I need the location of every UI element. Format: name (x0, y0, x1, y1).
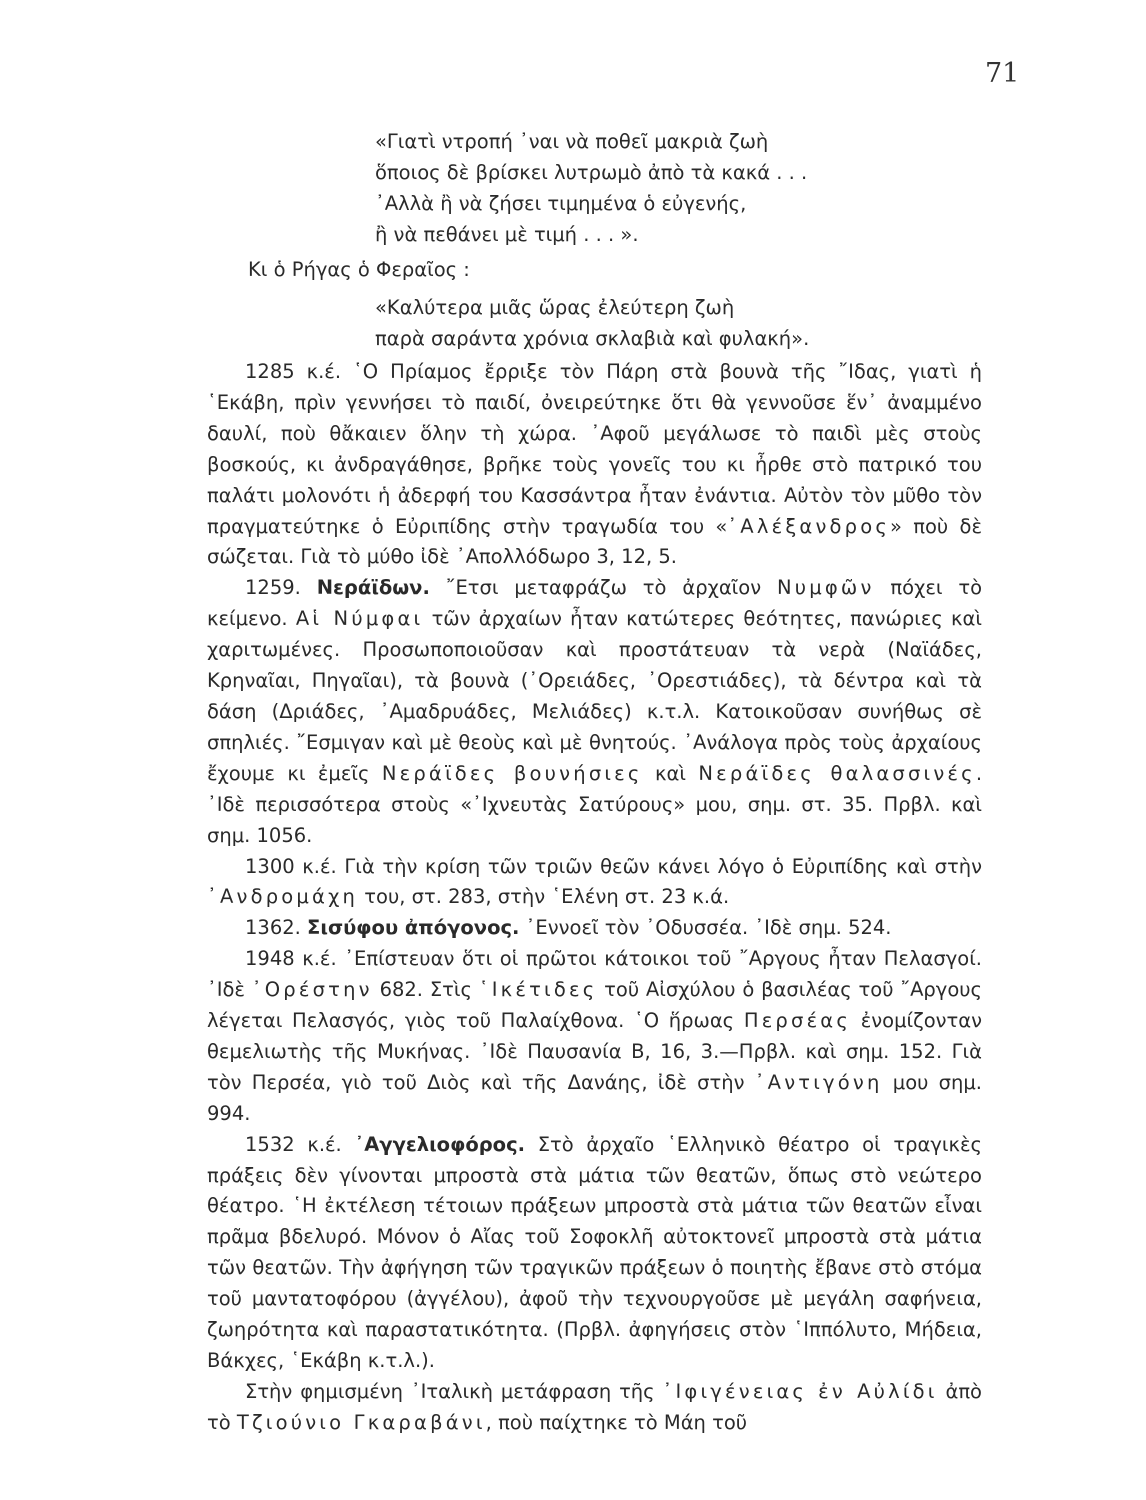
verse-line: ᾿Αλλὰ ἢ νὰ ζήσει τιμημένα ὁ εὐγενής, (375, 192, 747, 215)
spaced-term: ᾿Ανδρομάχη (207, 885, 359, 909)
note-final (207, 1377, 982, 1439)
note-number: 1362. (245, 916, 301, 940)
note-1532 (207, 1130, 982, 1377)
verse-quote-1 (375, 126, 807, 250)
verse-line: ἢ νὰ πεθάνει μὲ τιμή . . . ». (375, 223, 639, 246)
note-text: , ποὺ παίχτηκε τὸ Μάη τοῦ (485, 1410, 748, 1434)
note-1259 (207, 573, 982, 851)
note-1300 (207, 852, 982, 914)
note-title: ᾿Αλέξανδρος (727, 514, 891, 538)
note-text: . ᾿Ιδὲ περισσότερα στοὺς «᾿Ιχνευτὰς Σατύρους» μου, σημ. στ. 35. Πρβλ. καὶ σημ. 1056. (207, 761, 983, 847)
note-1362 (207, 913, 982, 944)
note-text: ἀπὸ τὸ (207, 1379, 982, 1434)
note-text: τῶν ἀρχαίων ἦταν κατώτερες θεότητες, πανώριες καὶ χαριτωμένες. Προσωποποιοῦσαν καὶ προστάτευαν τὰ νερὰ (Ναϊάδες, Κρηναῖαι, Πηγαῖαι), τὰ βουνὰ (᾿Ορειάδες, ᾿Ορεστιάδες), τὰ δέντρα καὶ τὰ δάση (Δριάδες, ᾿Αμαδρυάδες, Μελιάδες) κ.τ.λ. Κατοικοῦσαν συνήθως σὲ σπηλιές. ῎Εσμιγαν καὶ μὲ θεοὺς καὶ μὲ θνητούς. ᾿Ανάλογα πρὸς τοὺς ἀρχαίους ἔχουμε κι ἐμεῖς (207, 607, 982, 785)
note-text: » ποὺ δὲ σώζεται. Γιὰ τὸ μύθο ἰδὲ ᾿Απολλόδωρο 3, 12, 5. (207, 514, 982, 569)
notes-body (207, 357, 982, 1439)
note-heading: Σισύφου ἀπόγονος. (307, 916, 520, 940)
verse-line: «Γιατὶ ντροπή ᾿ναι νὰ ποθεῖ μακριὰ ζωὴ (375, 130, 769, 153)
note-text: 1285 κ.έ. ῾Ο Πρίαμος ἔρριξε τὸν Πάρη στὰ βουνὰ τῆς ῎Ιδας, γιατὶ ἡ ῾Εκάβη, πρὶν γεννήσει τὸ παιδί, ὀνειρεύτηκε ὅτι θὰ γεννοῦσε ἕν᾿ ἀναμμένο δαυλί, ποὺ θἄκαιεν ὅλην τὴ χώρα. ᾿Αφοῦ μεγάλωσε τὸ παιδὶ μὲς στοὺς βοσκούς, κι ἀνδραγάθησε, βρῆκε τοὺς γονεῖς του κι ἦρθε στὸ πατρικό του παλάτι μολονότι ἡ ἀδερφή του Κασσάντρα ἦταν ἐνάντια. Αὐτὸν τὸν μῦθο τὸν πραγματεύτηκε ὁ Εὐριπίδης στὴν τραγωδία του « (207, 360, 982, 538)
verse-line: ὅποιος δὲ βρίσκει λυτρωμὸ ἀπὸ τὰ κακά . . . (375, 161, 808, 184)
note-text: ᾿Εννοεῖ τὸν ᾿Οδυσσέα. ᾿Ιδὲ σημ. 524. (519, 916, 892, 940)
note-text: ἐνομίζονταν θεμελιωτὴς τῆς Μυκήνας. ᾿Ιδὲ Παυσανία Β, 16, 3.—Πρβλ. καὶ σημ. 152. Γιὰ τὸν Περσέα, γιὸ τοῦ Διὸς καὶ τῆς Δανάης, ἰδὲ στὴν (207, 1009, 982, 1094)
note-text: 682. Στὶς (372, 978, 479, 1002)
page-number: 71 (985, 58, 1020, 89)
note-heading: ᾿Αγγελιοφόρος. (354, 1132, 526, 1156)
spaced-term: ᾿Ορέστην (251, 978, 373, 1002)
note-text: τοῦ Αἰσχύλου ὁ βασιλέας τοῦ ῎Αργους λέγεται Πελασγός, γιὸς τοῦ Παλαίχθονα. ῾Ο ἥρωας (207, 978, 982, 1033)
spaced-term: Νεράϊδες βουνήσιες (381, 761, 643, 785)
verse-line: «Καλύτερα μιᾶς ὥρας ἐλεύτερη ζωὴ (375, 296, 735, 319)
note-1948 (207, 944, 982, 1129)
note-text: του, στ. 283, στὴν ῾Ελένη στ. 23 κ.ά. (358, 885, 730, 909)
note-text: καὶ (642, 761, 699, 785)
note-text: 1948 κ.έ. ᾿Επίστευαν ὅτι οἱ πρῶτοι κάτοικοι τοῦ ῎Αργους ἦταν Πελασγοί. ᾿Ιδὲ (207, 947, 982, 1002)
verse-quote-2 (375, 292, 809, 354)
intro-line: Κι ὁ Ρήγας ὁ Φεραῖος : (248, 258, 470, 281)
spaced-term: Αἱ Νύμφαι (295, 607, 424, 631)
spaced-term: Νυμφῶν (776, 576, 875, 600)
spaced-term: ᾿Αντιγόνη (754, 1070, 883, 1094)
note-text: μου σημ. 994. (207, 1070, 982, 1125)
note-heading: Νεράϊδων. (316, 576, 430, 600)
note-number: 1532 κ.έ. (245, 1132, 342, 1156)
spaced-term: Περσέας (743, 1009, 852, 1033)
spaced-term: Τζιούνιο Γκαραβάνι (236, 1410, 486, 1434)
note-text: Στὸ ἀρχαῖο ῾Ελληνικὸ θέατρο οἱ τραγικὲς πράξεις δὲν γίνονται μπροστὰ στὰ μάτια τῶν θεατῶν, ὅπως στὸ νεώτερο θέατρο. ῾Η ἐκτέλεση τέτοιων πράξεων μπροστὰ στὰ μάτια τῶν θεατῶν εἶναι πρᾶμα βδελυρό. Μόνον ὁ Αἴας τοῦ Σοφοκλῆ αὐτοκτονεῖ μπροστὰ στὰ μάτια τῶν θεατῶν. Τὴν ἀφήγηση τῶν τραγικῶν πράξεων ὁ ποιητὴς ἔβανε στὸ στόμα τοῦ μαντατοφόρου (ἀγγέλου), ἀφοῦ τὴν τεχνουργοῦσε μὲ μεγάλη σαφήνεια, ζωηρότητα καὶ παραστατικότητα. (Πρβλ. ἀφηγήσεις στὸν ῾Ιππόλυτο, Μήδεια, Βάκχες, ῾Εκάβη κ.τ.λ.). (207, 1132, 982, 1372)
note-1285 (207, 357, 982, 573)
note-number: 1259. (245, 576, 301, 600)
note-text: Στὴν φημισμένη ᾿Ιταλικὴ μετάφραση τῆς (245, 1379, 663, 1403)
spaced-term: ῾Ικέτιδες (478, 978, 598, 1002)
note-text: 1300 κ.έ. Γιὰ τὴν κρίση τῶν τριῶν θεῶν κάνει λόγο ὁ Εὐριπίδης καὶ στὴν (245, 854, 982, 878)
spaced-term: Νεράϊδες θαλασσινές (698, 761, 976, 785)
verse-line: παρὰ σαράντα χρόνια σκλαβιὰ καὶ φυλακή». (375, 327, 810, 350)
spaced-term: ᾿Ιφιγένειας ἐν Αὐλίδι (662, 1379, 938, 1403)
note-text: ῎Ετσι μεταφράζω τὸ ἀρχαῖον (429, 576, 777, 600)
note-text: πόχει τὸ κείμενο. (207, 576, 983, 631)
